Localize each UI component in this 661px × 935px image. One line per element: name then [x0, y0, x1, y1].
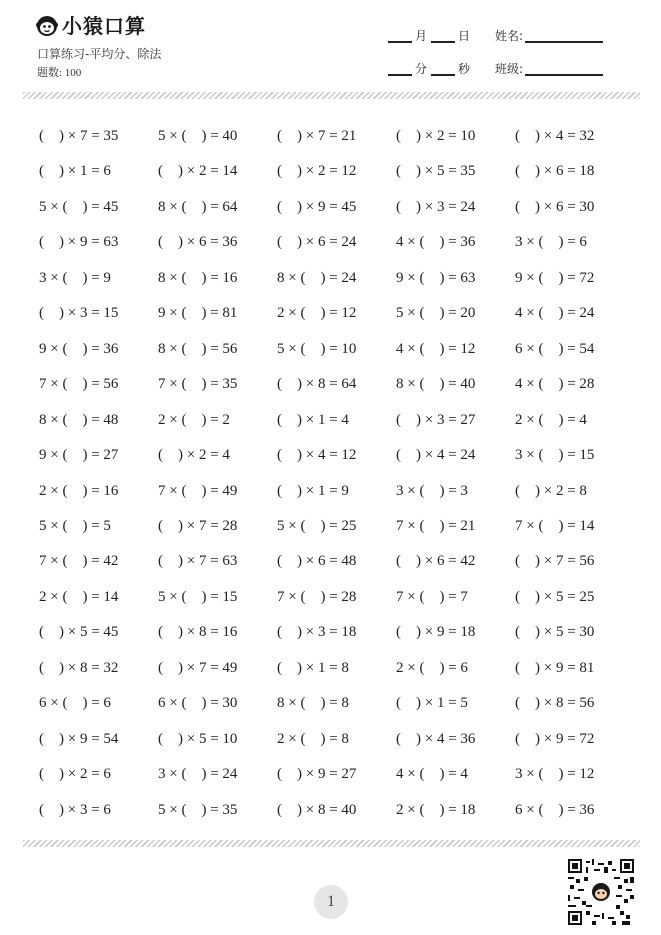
- problem-cell[interactable]: 6 × ( ) = 36: [515, 802, 595, 818]
- problem-cell[interactable]: ( ) × 9 = 18: [396, 624, 476, 640]
- problem-cell[interactable]: 9 × ( ) = 63: [396, 270, 476, 286]
- problem-cell[interactable]: ( ) × 7 = 28: [158, 518, 238, 534]
- problem-cell[interactable]: ( ) × 8 = 16: [158, 624, 238, 640]
- second-label: 秒: [458, 62, 471, 76]
- problem-cell[interactable]: 6 × ( ) = 6: [39, 695, 111, 711]
- minute-blank[interactable]: [388, 64, 412, 76]
- problem-cell[interactable]: 8 × ( ) = 56: [158, 341, 238, 357]
- problem-cell[interactable]: ( ) × 2 = 10: [396, 128, 476, 144]
- problem-cell[interactable]: ( ) × 5 = 35: [396, 163, 476, 179]
- qr-code: [568, 859, 634, 925]
- problem-cell[interactable]: 3 × ( ) = 6: [515, 234, 587, 250]
- brand-logo: [36, 14, 146, 38]
- problem-cell[interactable]: ( ) × 5 = 10: [158, 731, 238, 747]
- problem-cell[interactable]: ( ) × 1 = 5: [396, 695, 468, 711]
- problem-row: [39, 514, 639, 538]
- problem-cell[interactable]: ( ) × 9 = 45: [277, 199, 357, 215]
- problem-row: [39, 798, 639, 822]
- problem-cell[interactable]: ( ) × 1 = 8: [277, 660, 349, 676]
- problem-cell[interactable]: 4 × ( ) = 4: [396, 766, 468, 782]
- problem-cell[interactable]: 5 × ( ) = 35: [158, 802, 238, 818]
- problem-cell[interactable]: 6 × ( ) = 30: [158, 695, 238, 711]
- problem-cell[interactable]: 7 × ( ) = 28: [277, 589, 357, 605]
- problem-cell[interactable]: ( ) × 9 = 72: [515, 731, 595, 747]
- problem-row: [39, 124, 639, 148]
- problem-row: [39, 443, 639, 467]
- problem-cell[interactable]: ( ) × 2 = 8: [515, 483, 587, 499]
- problem-cell[interactable]: ( ) × 2 = 6: [39, 766, 111, 782]
- problem-cell[interactable]: 5 × ( ) = 45: [39, 199, 119, 215]
- problem-cell[interactable]: 7 × ( ) = 7: [396, 589, 468, 605]
- problem-cell[interactable]: 8 × ( ) = 8: [277, 695, 349, 711]
- problem-cell[interactable]: ( ) × 3 = 15: [39, 305, 119, 321]
- problem-cell[interactable]: 2 × ( ) = 4: [515, 412, 587, 428]
- problem-cell[interactable]: 9 × ( ) = 72: [515, 270, 595, 286]
- problem-cell[interactable]: ( ) × 7 = 49: [158, 660, 238, 676]
- problem-cell[interactable]: 6 × ( ) = 54: [515, 341, 595, 357]
- problem-row: [39, 620, 639, 644]
- problem-cell[interactable]: ( ) × 9 = 63: [39, 234, 119, 250]
- problem-cell[interactable]: 3 × ( ) = 12: [515, 766, 595, 782]
- worksheet-subtitle: 口算练习-平均分、除法: [37, 47, 162, 61]
- problem-cell[interactable]: 9 × ( ) = 27: [39, 447, 119, 463]
- problem-cell[interactable]: ( ) × 2 = 12: [277, 163, 357, 179]
- problem-cell[interactable]: 5 × ( ) = 40: [158, 128, 238, 144]
- problem-cell[interactable]: 4 × ( ) = 12: [396, 341, 476, 357]
- problem-cell[interactable]: 2 × ( ) = 6: [396, 660, 468, 676]
- problem-cell[interactable]: 8 × ( ) = 40: [396, 376, 476, 392]
- problem-row: [39, 549, 639, 573]
- problem-cell[interactable]: ( ) × 6 = 36: [158, 234, 238, 250]
- problem-cell[interactable]: 2 × ( ) = 16: [39, 483, 119, 499]
- problem-cell[interactable]: 3 × ( ) = 15: [515, 447, 595, 463]
- problem-cell[interactable]: 8 × ( ) = 24: [277, 270, 357, 286]
- problem-row: [39, 762, 639, 786]
- problem-row: [39, 691, 639, 715]
- minute-label: 分: [415, 62, 428, 76]
- problem-cell[interactable]: 3 × ( ) = 3: [396, 483, 468, 499]
- problem-cell[interactable]: 8 × ( ) = 48: [39, 412, 119, 428]
- problem-cell[interactable]: ( ) × 6 = 42: [396, 553, 476, 569]
- problem-cell[interactable]: ( ) × 3 = 18: [277, 624, 357, 640]
- problem-row: [39, 266, 639, 290]
- problem-cell[interactable]: ( ) × 3 = 24: [396, 199, 476, 215]
- problem-cell[interactable]: ( ) × 5 = 45: [39, 624, 119, 640]
- problem-row: [39, 479, 639, 503]
- problem-cell[interactable]: 7 × ( ) = 56: [39, 376, 119, 392]
- problem-row: [39, 195, 639, 219]
- problem-cell[interactable]: ( ) × 1 = 6: [39, 163, 111, 179]
- problem-cell[interactable]: ( ) × 9 = 54: [39, 731, 119, 747]
- top-divider: [23, 92, 640, 99]
- problem-cell[interactable]: ( ) × 7 = 35: [39, 128, 119, 144]
- problem-cell[interactable]: ( ) × 8 = 40: [277, 802, 357, 818]
- class-label: 班级:: [495, 62, 524, 76]
- problem-cell[interactable]: ( ) × 5 = 25: [515, 589, 595, 605]
- second-blank[interactable]: [431, 64, 455, 76]
- problem-cell[interactable]: 2 × ( ) = 8: [277, 731, 349, 747]
- name-blank[interactable]: [525, 31, 603, 43]
- problem-cell[interactable]: ( ) × 3 = 27: [396, 412, 476, 428]
- page-number: 1: [314, 885, 348, 919]
- problem-cell[interactable]: 9 × ( ) = 81: [158, 305, 238, 321]
- problem-cell[interactable]: ( ) × 6 = 48: [277, 553, 357, 569]
- problem-cell[interactable]: 5 × ( ) = 20: [396, 305, 476, 321]
- problem-cell[interactable]: 4 × ( ) = 28: [515, 376, 595, 392]
- problem-cell[interactable]: ( ) × 4 = 36: [396, 731, 476, 747]
- problem-count: 题数: 100: [37, 67, 82, 79]
- problem-row: [39, 372, 639, 396]
- name-field[interactable]: [495, 27, 603, 43]
- problem-row: [39, 230, 639, 254]
- problem-cell[interactable]: 5 × ( ) = 15: [158, 589, 238, 605]
- problem-cell[interactable]: ( ) × 4 = 32: [515, 128, 595, 144]
- problem-cell[interactable]: 5 × ( ) = 25: [277, 518, 357, 534]
- problem-cell[interactable]: ( ) × 7 = 56: [515, 553, 595, 569]
- problem-cell[interactable]: ( ) × 3 = 6: [39, 802, 111, 818]
- problem-row: [39, 585, 639, 609]
- problem-cell[interactable]: ( ) × 1 = 9: [277, 483, 349, 499]
- problem-cell[interactable]: ( ) × 6 = 24: [277, 234, 357, 250]
- problem-cell[interactable]: 9 × ( ) = 36: [39, 341, 119, 357]
- problem-cell[interactable]: ( ) × 9 = 81: [515, 660, 595, 676]
- brand-name: 小猿口算: [62, 14, 146, 38]
- problem-row: [39, 337, 639, 361]
- problem-cell[interactable]: ( ) × 9 = 27: [277, 766, 357, 782]
- problem-cell[interactable]: 3 × ( ) = 24: [158, 766, 238, 782]
- problem-cell[interactable]: ( ) × 5 = 30: [515, 624, 595, 640]
- problem-cell[interactable]: ( ) × 8 = 32: [39, 660, 119, 676]
- problem-cell[interactable]: ( ) × 7 = 63: [158, 553, 238, 569]
- class-blank[interactable]: [525, 64, 603, 76]
- time-field[interactable]: [388, 60, 470, 76]
- problem-cell[interactable]: ( ) × 2 = 4: [158, 447, 230, 463]
- date-field[interactable]: [388, 27, 470, 43]
- problem-row: [39, 727, 639, 751]
- problem-cell[interactable]: ( ) × 8 = 56: [515, 695, 595, 711]
- problem-cell[interactable]: 7 × ( ) = 35: [158, 376, 238, 392]
- problem-cell[interactable]: 2 × ( ) = 14: [39, 589, 119, 605]
- problem-row: [39, 408, 639, 432]
- monkey-face-icon: [36, 15, 58, 37]
- problem-cell[interactable]: ( ) × 1 = 4: [277, 412, 349, 428]
- problem-cell[interactable]: 7 × ( ) = 49: [158, 483, 238, 499]
- problem-cell[interactable]: 8 × ( ) = 64: [158, 199, 238, 215]
- problem-cell[interactable]: 2 × ( ) = 12: [277, 305, 357, 321]
- problem-cell[interactable]: ( ) × 4 = 12: [277, 447, 357, 463]
- month-blank[interactable]: [388, 31, 412, 43]
- problem-cell[interactable]: ( ) × 2 = 14: [158, 163, 238, 179]
- problem-cell[interactable]: ( ) × 6 = 30: [515, 199, 595, 215]
- problem-cell[interactable]: ( ) × 8 = 64: [277, 376, 357, 392]
- problem-cell[interactable]: 7 × ( ) = 42: [39, 553, 119, 569]
- bottom-divider: [23, 840, 640, 847]
- problem-cell[interactable]: 7 × ( ) = 14: [515, 518, 595, 534]
- problem-cell[interactable]: 8 × ( ) = 16: [158, 270, 238, 286]
- problem-cell[interactable]: 2 × ( ) = 2: [158, 412, 230, 428]
- problem-row: [39, 159, 639, 183]
- problem-cell[interactable]: 2 × ( ) = 18: [396, 802, 476, 818]
- problem-cell[interactable]: ( ) × 7 = 21: [277, 128, 357, 144]
- day-label: 日: [458, 29, 471, 43]
- class-field[interactable]: [495, 60, 603, 76]
- problem-row: [39, 656, 639, 680]
- problem-cell[interactable]: 3 × ( ) = 9: [39, 270, 111, 286]
- name-label: 姓名:: [495, 29, 524, 43]
- problem-row: [39, 301, 639, 325]
- problem-cell[interactable]: 4 × ( ) = 24: [515, 305, 595, 321]
- day-blank[interactable]: [431, 31, 455, 43]
- problem-cell[interactable]: 5 × ( ) = 5: [39, 518, 111, 534]
- problem-cell[interactable]: 7 × ( ) = 21: [396, 518, 476, 534]
- problem-cell[interactable]: 5 × ( ) = 10: [277, 341, 357, 357]
- problem-cell[interactable]: ( ) × 6 = 18: [515, 163, 595, 179]
- problem-cell[interactable]: 4 × ( ) = 36: [396, 234, 476, 250]
- problem-cell[interactable]: ( ) × 4 = 24: [396, 447, 476, 463]
- month-label: 月: [415, 29, 428, 43]
